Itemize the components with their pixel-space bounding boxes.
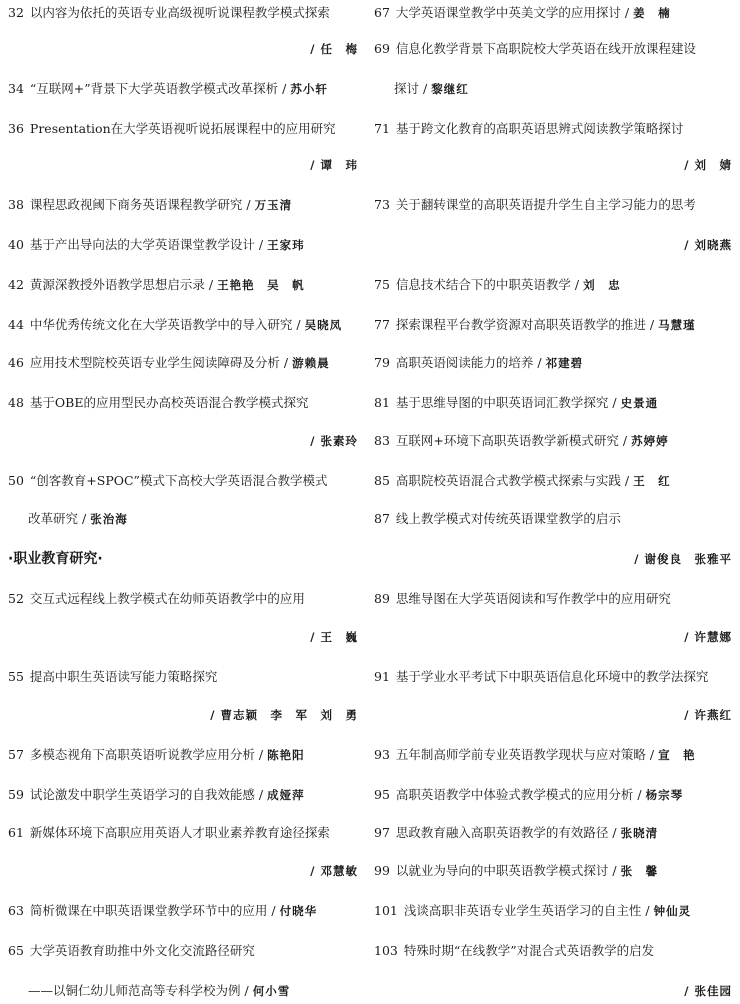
toc-title: 思政教育融入高职英语教学的有效路径 <box>395 825 609 840</box>
toc-author: / 曹志颖 李 军 刘 勇 <box>210 708 358 722</box>
toc-page-number: 34 <box>8 81 24 96</box>
toc-page-number: 99 <box>374 863 390 878</box>
toc-title: 特殊时期“在线教学”对混合式英语教学的启发 <box>403 943 655 958</box>
toc-entry[interactable] <box>374 506 732 532</box>
toc-separator: / <box>622 433 628 448</box>
toc-title: 黄源深教授外语教学思想启示录 <box>29 277 205 292</box>
toc-separator: / <box>645 903 650 918</box>
toc-separator: / <box>282 81 287 96</box>
toc-separator: / <box>649 317 655 332</box>
toc-entry[interactable] <box>8 192 358 218</box>
toc-entry[interactable] <box>8 742 358 768</box>
toc-separator: / <box>637 787 642 802</box>
toc-title: 线上教学模式对传统英语课堂教学的启示 <box>395 511 621 526</box>
toc-separator: / <box>423 81 428 96</box>
toc-page-number: 97 <box>374 825 390 840</box>
toc-entry[interactable] <box>8 272 358 298</box>
toc-entry[interactable] <box>8 232 358 258</box>
toc-title: 新媒体环境下高职应用英语人才职业素养教育途径探索 <box>29 825 330 840</box>
toc-page-number: 95 <box>374 787 390 802</box>
toc-page-number: 103 <box>374 943 398 958</box>
toc-entry[interactable] <box>8 938 358 964</box>
toc-entry[interactable] <box>374 586 732 612</box>
toc-author: 王 红 <box>633 474 671 488</box>
toc-separator: / <box>649 747 655 762</box>
toc-entry-continuation <box>374 76 732 102</box>
toc-title: 大学英语课堂教学中英美文学的应用探讨 <box>395 5 621 20</box>
toc-author: / 王 巍 <box>310 630 358 644</box>
toc-title: 以内容为依托的英语专业高级视听说课程教学模式探索 <box>29 5 330 20</box>
toc-title: “互联网+”背景下大学英语教学模式改革探析 <box>29 81 279 96</box>
toc-entry[interactable] <box>8 312 358 338</box>
toc-page-number: 93 <box>374 747 390 762</box>
toc-page-number: 71 <box>374 121 390 136</box>
toc-title: 互联网+环境下高职英语教学新模式研究 <box>395 433 619 448</box>
toc-separator: / <box>296 317 301 332</box>
toc-title: Presentation在大学英语视听说拓展课程中的应用研究 <box>29 121 336 136</box>
toc-author: 张治海 <box>90 512 128 526</box>
toc-author-line <box>8 624 358 650</box>
right-column <box>374 0 732 1004</box>
toc-separator: / <box>258 747 264 762</box>
toc-page-number: 89 <box>374 591 390 606</box>
toc-entry[interactable] <box>8 76 358 102</box>
toc-entry[interactable] <box>8 898 358 924</box>
toc-page-number: 42 <box>8 277 24 292</box>
toc-author: 吴晓凤 <box>304 318 343 332</box>
toc-entry[interactable] <box>374 858 732 884</box>
toc-title: 高职院校英语混合式教学模式探索与实践 <box>395 473 621 488</box>
toc-entry[interactable] <box>8 586 358 612</box>
toc-title: 高职英语教学中体验式教学模式的应用分析 <box>395 787 634 802</box>
toc-entry[interactable] <box>8 468 358 494</box>
toc-page-number: 38 <box>8 197 24 212</box>
toc-page-number: 81 <box>374 395 390 410</box>
toc-author: 陈艳阳 <box>267 748 305 762</box>
toc-title: 基于思维导图的中职英语词汇教学探究 <box>395 395 609 410</box>
toc-page-number: 52 <box>8 591 24 606</box>
toc-separator: / <box>612 863 617 878</box>
toc-author: / 张素玲 <box>310 434 358 448</box>
toc-title: 浅谈高职非英语专业学生英语学习的自主性 <box>403 903 642 918</box>
toc-entry[interactable] <box>8 782 358 808</box>
toc-title-continuation: 探讨 <box>394 81 420 96</box>
toc-entry[interactable] <box>8 820 358 846</box>
toc-author: 姜 楠 <box>633 6 671 20</box>
toc-page-number: 36 <box>8 121 24 136</box>
toc-entry[interactable] <box>374 390 732 416</box>
toc-page-number: 69 <box>374 41 390 56</box>
toc-title: 提高中职生英语读写能力策略探究 <box>29 669 218 684</box>
toc-author: 马慧瑾 <box>658 318 696 332</box>
toc-page-number: 101 <box>374 903 398 918</box>
toc-entry[interactable] <box>374 742 732 768</box>
toc-author: 祁建碧 <box>545 356 584 370</box>
toc-separator: / <box>244 983 249 998</box>
toc-separator: / <box>208 277 214 292</box>
toc-title: 课程思政视阈下商务英语课程教学研究 <box>29 197 243 212</box>
toc-author: 万玉清 <box>254 198 293 212</box>
toc-page-number: 79 <box>374 355 390 370</box>
toc-entry[interactable] <box>374 36 732 62</box>
toc-author: / 张佳园 <box>684 984 732 998</box>
toc-page-number: 73 <box>374 197 390 212</box>
toc-author: / 刘 婧 <box>684 158 732 172</box>
left-column <box>8 0 358 1004</box>
toc-author: / 许燕红 <box>684 708 732 722</box>
toc-title-continuation: 改革研究 <box>28 511 79 526</box>
toc-title: 以就业为导向的中职英语教学模式探讨 <box>395 863 609 878</box>
toc-author: / 邓慧敏 <box>310 864 358 878</box>
toc-page-number: 32 <box>8 5 24 20</box>
toc-title: 思维导图在大学英语阅读和写作教学中的应用研究 <box>395 591 671 606</box>
toc-author: / 许慧娜 <box>684 630 732 644</box>
toc-title: “创客教育+SPOC”模式下高校大学英语混合教学模式 <box>29 473 328 488</box>
toc-author-line <box>8 152 358 178</box>
toc-author: 杨宗琴 <box>645 788 684 802</box>
toc-author-line <box>374 978 732 1004</box>
toc-title: 简析微课在中职英语课堂教学环节中的应用 <box>29 903 268 918</box>
toc-author-line <box>8 428 358 454</box>
toc-entry[interactable] <box>8 0 358 26</box>
toc-author: 刘 忠 <box>583 278 621 292</box>
toc-page-number: 77 <box>374 317 390 332</box>
toc-subtitle: ——以铜仁幼儿师范高等专科学校为例 <box>28 983 241 998</box>
toc-separator: / <box>258 237 264 252</box>
toc-author: 苏小轩 <box>290 82 328 96</box>
toc-title: 信息技术结合下的中职英语教学 <box>395 277 571 292</box>
toc-entry[interactable] <box>8 390 358 416</box>
toc-page-number: 48 <box>8 395 24 410</box>
toc-author: 成娅萍 <box>267 788 305 802</box>
toc-page-number: 91 <box>374 669 390 684</box>
toc-author: 钟仙灵 <box>653 904 692 918</box>
toc-author-line <box>8 858 358 884</box>
toc-separator: / <box>624 473 630 488</box>
toc-author: / 刘晓燕 <box>684 238 732 252</box>
toc-entry[interactable] <box>374 468 732 494</box>
toc-separator: / <box>612 395 617 410</box>
toc-page-number: 40 <box>8 237 24 252</box>
toc-page-number: 55 <box>8 669 24 684</box>
toc-entry-continuation <box>8 506 358 532</box>
toc-separator: / <box>537 355 542 370</box>
toc-author-line <box>374 152 732 178</box>
toc-title: 大学英语教育助推中外文化交流路径研究 <box>29 943 255 958</box>
toc-entry[interactable] <box>8 664 358 690</box>
toc-page-number: 57 <box>8 747 24 762</box>
toc-page-number: 46 <box>8 355 24 370</box>
toc-separator: / <box>624 5 630 20</box>
toc-separator: / <box>574 277 580 292</box>
toc-author: 王艳艳 吴 帆 <box>217 278 305 292</box>
toc-page-number: 63 <box>8 903 24 918</box>
toc-title: 基于产出导向法的大学英语课堂教学设计 <box>29 237 255 252</box>
toc-author: / 谭 玮 <box>310 158 358 172</box>
toc-entry[interactable] <box>374 312 732 338</box>
toc-title: 基于OBE的应用型民办高校英语混合教学模式探究 <box>29 395 309 410</box>
toc-entry[interactable] <box>8 116 358 142</box>
toc-separator: / <box>246 197 251 212</box>
toc-title: 基于学业水平考试下中职英语信息化环境中的教学法探究 <box>395 669 709 684</box>
toc-entry[interactable] <box>374 0 732 26</box>
toc-title: 五年制高师学前专业英语教学现状与应对策略 <box>395 747 646 762</box>
section-heading: ·职业教育研究· <box>8 551 103 567</box>
toc-entry[interactable] <box>374 272 732 298</box>
toc-author: 史景通 <box>620 396 659 410</box>
toc-page-number: 87 <box>374 511 390 526</box>
toc-separator: / <box>283 355 289 370</box>
toc-entry[interactable] <box>374 898 732 924</box>
toc-separator: / <box>82 511 87 526</box>
toc-author: / 任 梅 <box>310 42 358 56</box>
toc-page-number: 67 <box>374 5 390 20</box>
toc-author: 张晓清 <box>620 826 659 840</box>
toc-separator: / <box>271 903 276 918</box>
toc-title: 应用技术型院校英语专业学生阅读障碍及分析 <box>29 355 280 370</box>
toc-author: 黎继红 <box>431 82 469 96</box>
toc-page-number: 59 <box>8 787 24 802</box>
toc-title: 关于翻转课堂的高职英语提升学生自主学习能力的思考 <box>395 197 696 212</box>
toc-page-number: 75 <box>374 277 390 292</box>
toc-title: 多模态视角下高职英语听说教学应用分析 <box>29 747 255 762</box>
toc-title: 试论激发中职学生英语学习的自我效能感 <box>29 787 255 802</box>
toc-page-number: 44 <box>8 317 24 332</box>
toc-page-number: 65 <box>8 943 24 958</box>
toc-entry[interactable] <box>374 782 732 808</box>
toc-page-number: 50 <box>8 473 24 488</box>
toc-entry[interactable] <box>374 428 732 454</box>
toc-author: 游赖晨 <box>292 356 330 370</box>
toc-author: 王家玮 <box>267 238 305 252</box>
toc-author-line <box>374 624 732 650</box>
toc-author: 何小雪 <box>252 984 291 998</box>
toc-entry[interactable] <box>374 116 732 142</box>
toc-title: 中华优秀传统文化在大学英语教学中的导入研究 <box>29 317 293 332</box>
toc-entry[interactable] <box>374 664 732 690</box>
toc-entry-continuation <box>8 978 358 1004</box>
toc-entry[interactable] <box>374 820 732 846</box>
toc-entry[interactable] <box>374 938 732 964</box>
toc-author-line <box>374 232 732 258</box>
toc-entry[interactable] <box>8 350 358 376</box>
toc-author-line <box>374 702 732 728</box>
toc-entry[interactable] <box>374 192 732 218</box>
toc-author-line <box>8 702 358 728</box>
toc-title: 信息化教学背景下高职院校大学英语在线开放课程建设 <box>395 41 696 56</box>
toc-author: 付晓华 <box>279 904 318 918</box>
toc-author: 苏婷婷 <box>631 434 669 448</box>
toc-page-number: 61 <box>8 825 24 840</box>
toc-author: 宣 艳 <box>658 748 696 762</box>
toc-author-line <box>8 36 358 62</box>
toc-separator: / <box>612 825 617 840</box>
toc-page-number: 85 <box>374 473 390 488</box>
toc-page-number: 83 <box>374 433 390 448</box>
toc-author: / 谢俊良 张雅平 <box>634 552 732 566</box>
toc-author: 张 馨 <box>620 864 659 878</box>
toc-separator: / <box>258 787 264 802</box>
toc-title: 基于跨文化教育的高职英语思辨式阅读教学策略探讨 <box>395 121 684 136</box>
toc-author-line <box>374 546 732 572</box>
toc-title: 探索课程平台教学资源对高职英语教学的推进 <box>395 317 646 332</box>
toc-entry[interactable] <box>374 350 732 376</box>
toc-title: 交互式远程线上教学模式在幼师英语教学中的应用 <box>29 591 305 606</box>
toc-title: 高职英语阅读能力的培养 <box>395 355 534 370</box>
